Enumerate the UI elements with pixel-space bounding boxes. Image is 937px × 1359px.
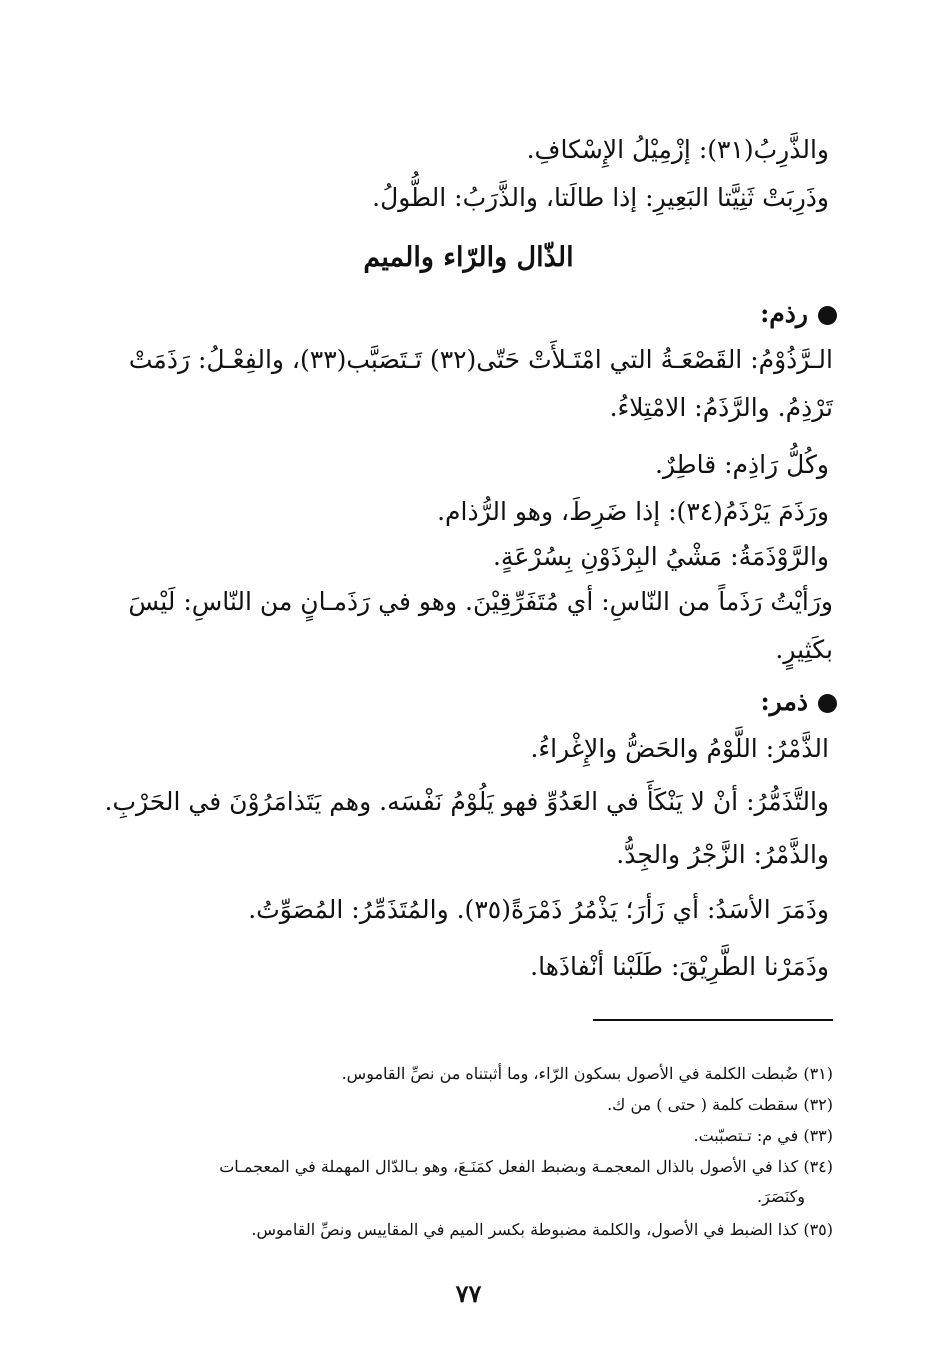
page-number: ٧٧ (455, 1279, 482, 1308)
entry-head-radham (760, 297, 837, 331)
bullet-icon (818, 694, 837, 713)
text-line: ورَذَمَ يَرْذَمُ(٣٤): إذا ضَرِطَ، وهو الرُّذام. (437, 497, 829, 526)
text-line: بكَثِيرٍ. (775, 635, 833, 664)
entry-head-label: رذم: (760, 299, 808, 328)
footnote: (٣٢) سقطت كلمة ( حتى ) من ك. (607, 1095, 833, 1114)
text-line: والتَّذَمُّرُ: أنْ لا يَنْكَأَ في العَدُوِّ فهو يَلُوْمُ نَفْسَه. وهم يَتَذامَرُوْنَ في الحَرْبِ. (104, 787, 829, 816)
text-line: والرَّوْذَمَةُ: مَشْيُ البِرْذَوْنِ بِسُرْعَةٍ. (492, 542, 829, 571)
footnote-separator (593, 1019, 833, 1021)
section-heading: الذّال والرّاء والميم (363, 242, 574, 273)
footnote: (٣٥) كذا الضبط في الأصول، والكلمة مضبوطة بكسر الميم في المقاييس ونصِّ القاموس. (251, 1220, 833, 1239)
footnote: (٣٤) كذا في الأصول بالذال المعجمـة وبضبط الفعل كمَنَـعَ، وهو بـالدّال المهملة في المعجمـات (219, 1157, 833, 1176)
text-line: والذَّرِبُ(٣١): إزْمِيْلُ الإِسْكافِ. (526, 135, 829, 164)
text-line: والذَّمْرُ: الزَّجْرُ والجِدُّ. (616, 840, 829, 869)
entry-head-label: ذمر: (760, 687, 808, 716)
text-line: تَرْذِمُ. والرَّذَمُ: الامْتِلاءُ. (609, 393, 833, 422)
footnote-continuation: وكنَصَرَ. (757, 1187, 805, 1206)
entry-head-dhamar (760, 685, 837, 719)
text-line: وكُلُّ رَاذِم: قاطِرٌ. (654, 450, 829, 479)
text-line: وذَمَرْنا الطَّرِيْقَ: طَلَبْنا أنْفاذَها. (530, 952, 829, 981)
text-line: وذَمَرَ الأسَدُ: أي زَأرَ؛ يَذْمُرُ ذَمْرَةً(٣٥). والمُتَذَمِّرُ: المُصَوِّتُ. (248, 895, 829, 924)
text-line: الـرَّذُوْمُ: القَصْعَـةُ التي امْتَـلأَتْ حَتّى(٣٢) تَـتَصَبَّب(٣٣)، والفِعْـلُ: رَذَمَتْ (128, 345, 833, 374)
footnote: (٣١) ضُبطت الكلمة في الأصول بسكون الرّاء، وما أثبتناه من نصِّ القاموس. (341, 1064, 833, 1083)
text-line: ورَأيْتُ رَذَماً من النّاسِ: أي مُتَفَرِّقِيْنَ. وهو في رَذَمـانٍ من النّاسِ: لَيْسَ (128, 587, 833, 616)
text-line: الذَّمْرُ: اللَّوْمُ والحَضُّ والإِغْراءُ. (530, 734, 829, 763)
text-line: وذَرِبَتْ ثَنِيَّتا البَعِيرِ: إذا طالَتا، والذَّرَبُ: الطُّولُ. (372, 183, 829, 212)
bullet-icon (818, 306, 837, 325)
footnote: (٣٣) في م: تـتصبّبت. (693, 1126, 833, 1145)
